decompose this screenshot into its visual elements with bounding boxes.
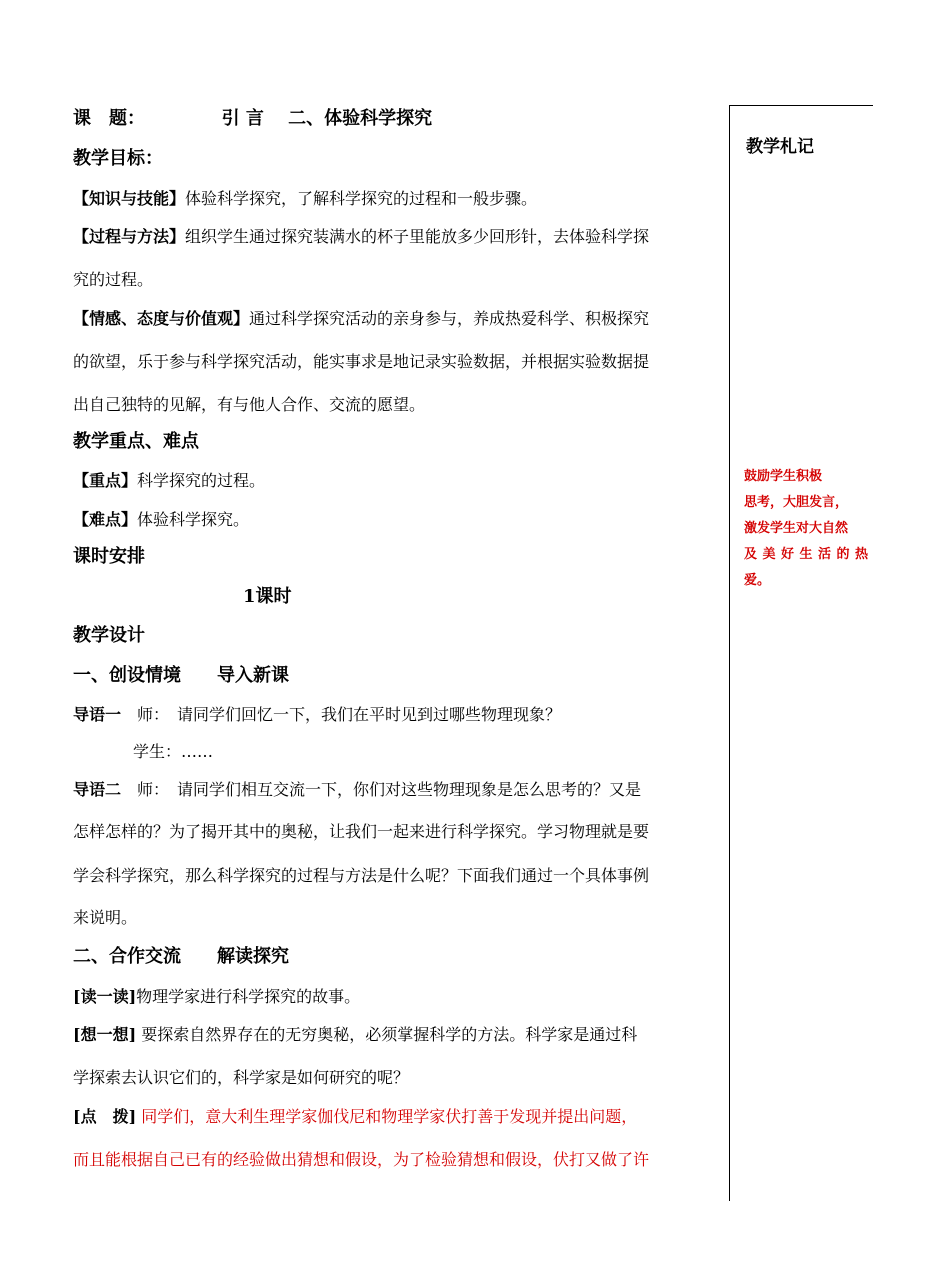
process-text-cont: 究的过程。 bbox=[73, 270, 154, 289]
emotion-objective bbox=[73, 309, 649, 329]
tip-text-cont: 而且能根据自己已有的经验做出猜想和假设，为了检验猜想和假设，伏打又做了许 bbox=[73, 1150, 650, 1169]
topic-title: 引 言 二、体验科学探究 bbox=[221, 108, 433, 129]
key-points-heading: 教学重点、难点 bbox=[73, 431, 199, 452]
key-tag: 【重点】 bbox=[73, 471, 138, 490]
difficult-text: 体验科学探究。 bbox=[137, 510, 250, 529]
intro-2-cont-1: 怎样怎样的？为了揭开其中的奥秘，让我们一起来进行科学探究。学习物理就是要 bbox=[73, 822, 650, 841]
student-line: 学生：…… bbox=[133, 742, 214, 761]
key-point bbox=[73, 471, 265, 491]
intro-1-tag: 导语一 bbox=[73, 705, 122, 724]
intro-2-tag: 导语二 bbox=[73, 780, 122, 799]
note-line: 及美好生活的热 bbox=[744, 547, 872, 562]
tip-tag: [点 拨] bbox=[73, 1107, 137, 1126]
notes-title: 教学札记 bbox=[746, 137, 814, 157]
topic-line bbox=[73, 108, 432, 130]
schedule-value: 1课时 bbox=[243, 586, 292, 607]
note-line: 思考，大胆发言， bbox=[744, 495, 849, 510]
knowledge-tag: 【知识与技能】 bbox=[73, 189, 186, 208]
emotion-text-cont-1: 的欲望，乐于参与科学探究活动，能实事求是地记录实验数据，并根据实验数据提 bbox=[73, 352, 650, 371]
section-1-heading: 一、创设情境 导入新课 bbox=[73, 665, 289, 686]
key-text: 科学探究的过程。 bbox=[137, 471, 266, 490]
intro-2-cont-3: 来说明。 bbox=[73, 908, 138, 927]
think-tag: [想一想] bbox=[73, 1025, 137, 1044]
note-line: 激发学生对大自然 bbox=[744, 521, 849, 536]
intro-2-text: 师： 请同学们相互交流一下，你们对这些物理现象是怎么思考的？又是 bbox=[121, 780, 642, 799]
think-item bbox=[73, 1025, 637, 1045]
process-tag: 【过程与方法】 bbox=[73, 227, 186, 246]
note-line: 爱。 bbox=[744, 573, 771, 588]
difficult-tag: 【难点】 bbox=[73, 510, 138, 529]
emotion-tag: 【情感、态度与价值观】 bbox=[73, 309, 250, 328]
topic-label: 课 题： bbox=[73, 108, 145, 129]
read-text: 物理学家进行科学探究的故事。 bbox=[136, 987, 361, 1006]
intro-2 bbox=[73, 780, 641, 800]
read-tag: [读一读] bbox=[73, 987, 137, 1006]
section-2-heading: 二、合作交流 解读探究 bbox=[73, 946, 289, 967]
intro-1-text: 师： 请同学们回忆一下，我们在平时见到过哪些物理现象？ bbox=[121, 705, 562, 724]
process-objective bbox=[73, 227, 649, 247]
objectives-heading: 教学目标： bbox=[73, 148, 163, 169]
emotion-text: 通过科学探究活动的亲身参与，养成热爱科学、积极探究 bbox=[249, 309, 650, 328]
think-text: 要探索自然界存在的无穷奥秘，必须掌握科学的方法。科学家是通过科 bbox=[136, 1025, 638, 1044]
design-heading: 教学设计 bbox=[73, 625, 145, 646]
schedule-heading: 课时安排 bbox=[73, 546, 145, 567]
tip-text: 同学们，意大利生理学家伽伐尼和物理学家伏打善于发现并提出问题， bbox=[136, 1107, 638, 1126]
emotion-text-cont-2: 出自己独特的见解，有与他人合作、交流的愿望。 bbox=[73, 395, 426, 414]
notes-column bbox=[729, 105, 873, 1201]
note-line: 鼓励学生积极 bbox=[744, 469, 823, 484]
tip-item bbox=[73, 1107, 637, 1127]
intro-2-cont-2: 学会科学探究，那么科学探究的过程与方法是什么呢？下面我们通过一个具体事例 bbox=[73, 866, 650, 885]
read-item bbox=[73, 987, 360, 1007]
notes-remark bbox=[744, 464, 872, 594]
difficult-point bbox=[73, 510, 249, 530]
process-text: 组织学生通过探究装满水的杯子里能放多少回形针，去体验科学探 bbox=[185, 227, 650, 246]
think-text-cont: 学探索去认识它们的，科学家是如何研究的呢？ bbox=[73, 1068, 410, 1087]
knowledge-text: 体验科学探究，了解科学探究的过程和一般步骤。 bbox=[185, 189, 538, 208]
intro-1 bbox=[73, 705, 561, 725]
knowledge-objective bbox=[73, 189, 537, 209]
